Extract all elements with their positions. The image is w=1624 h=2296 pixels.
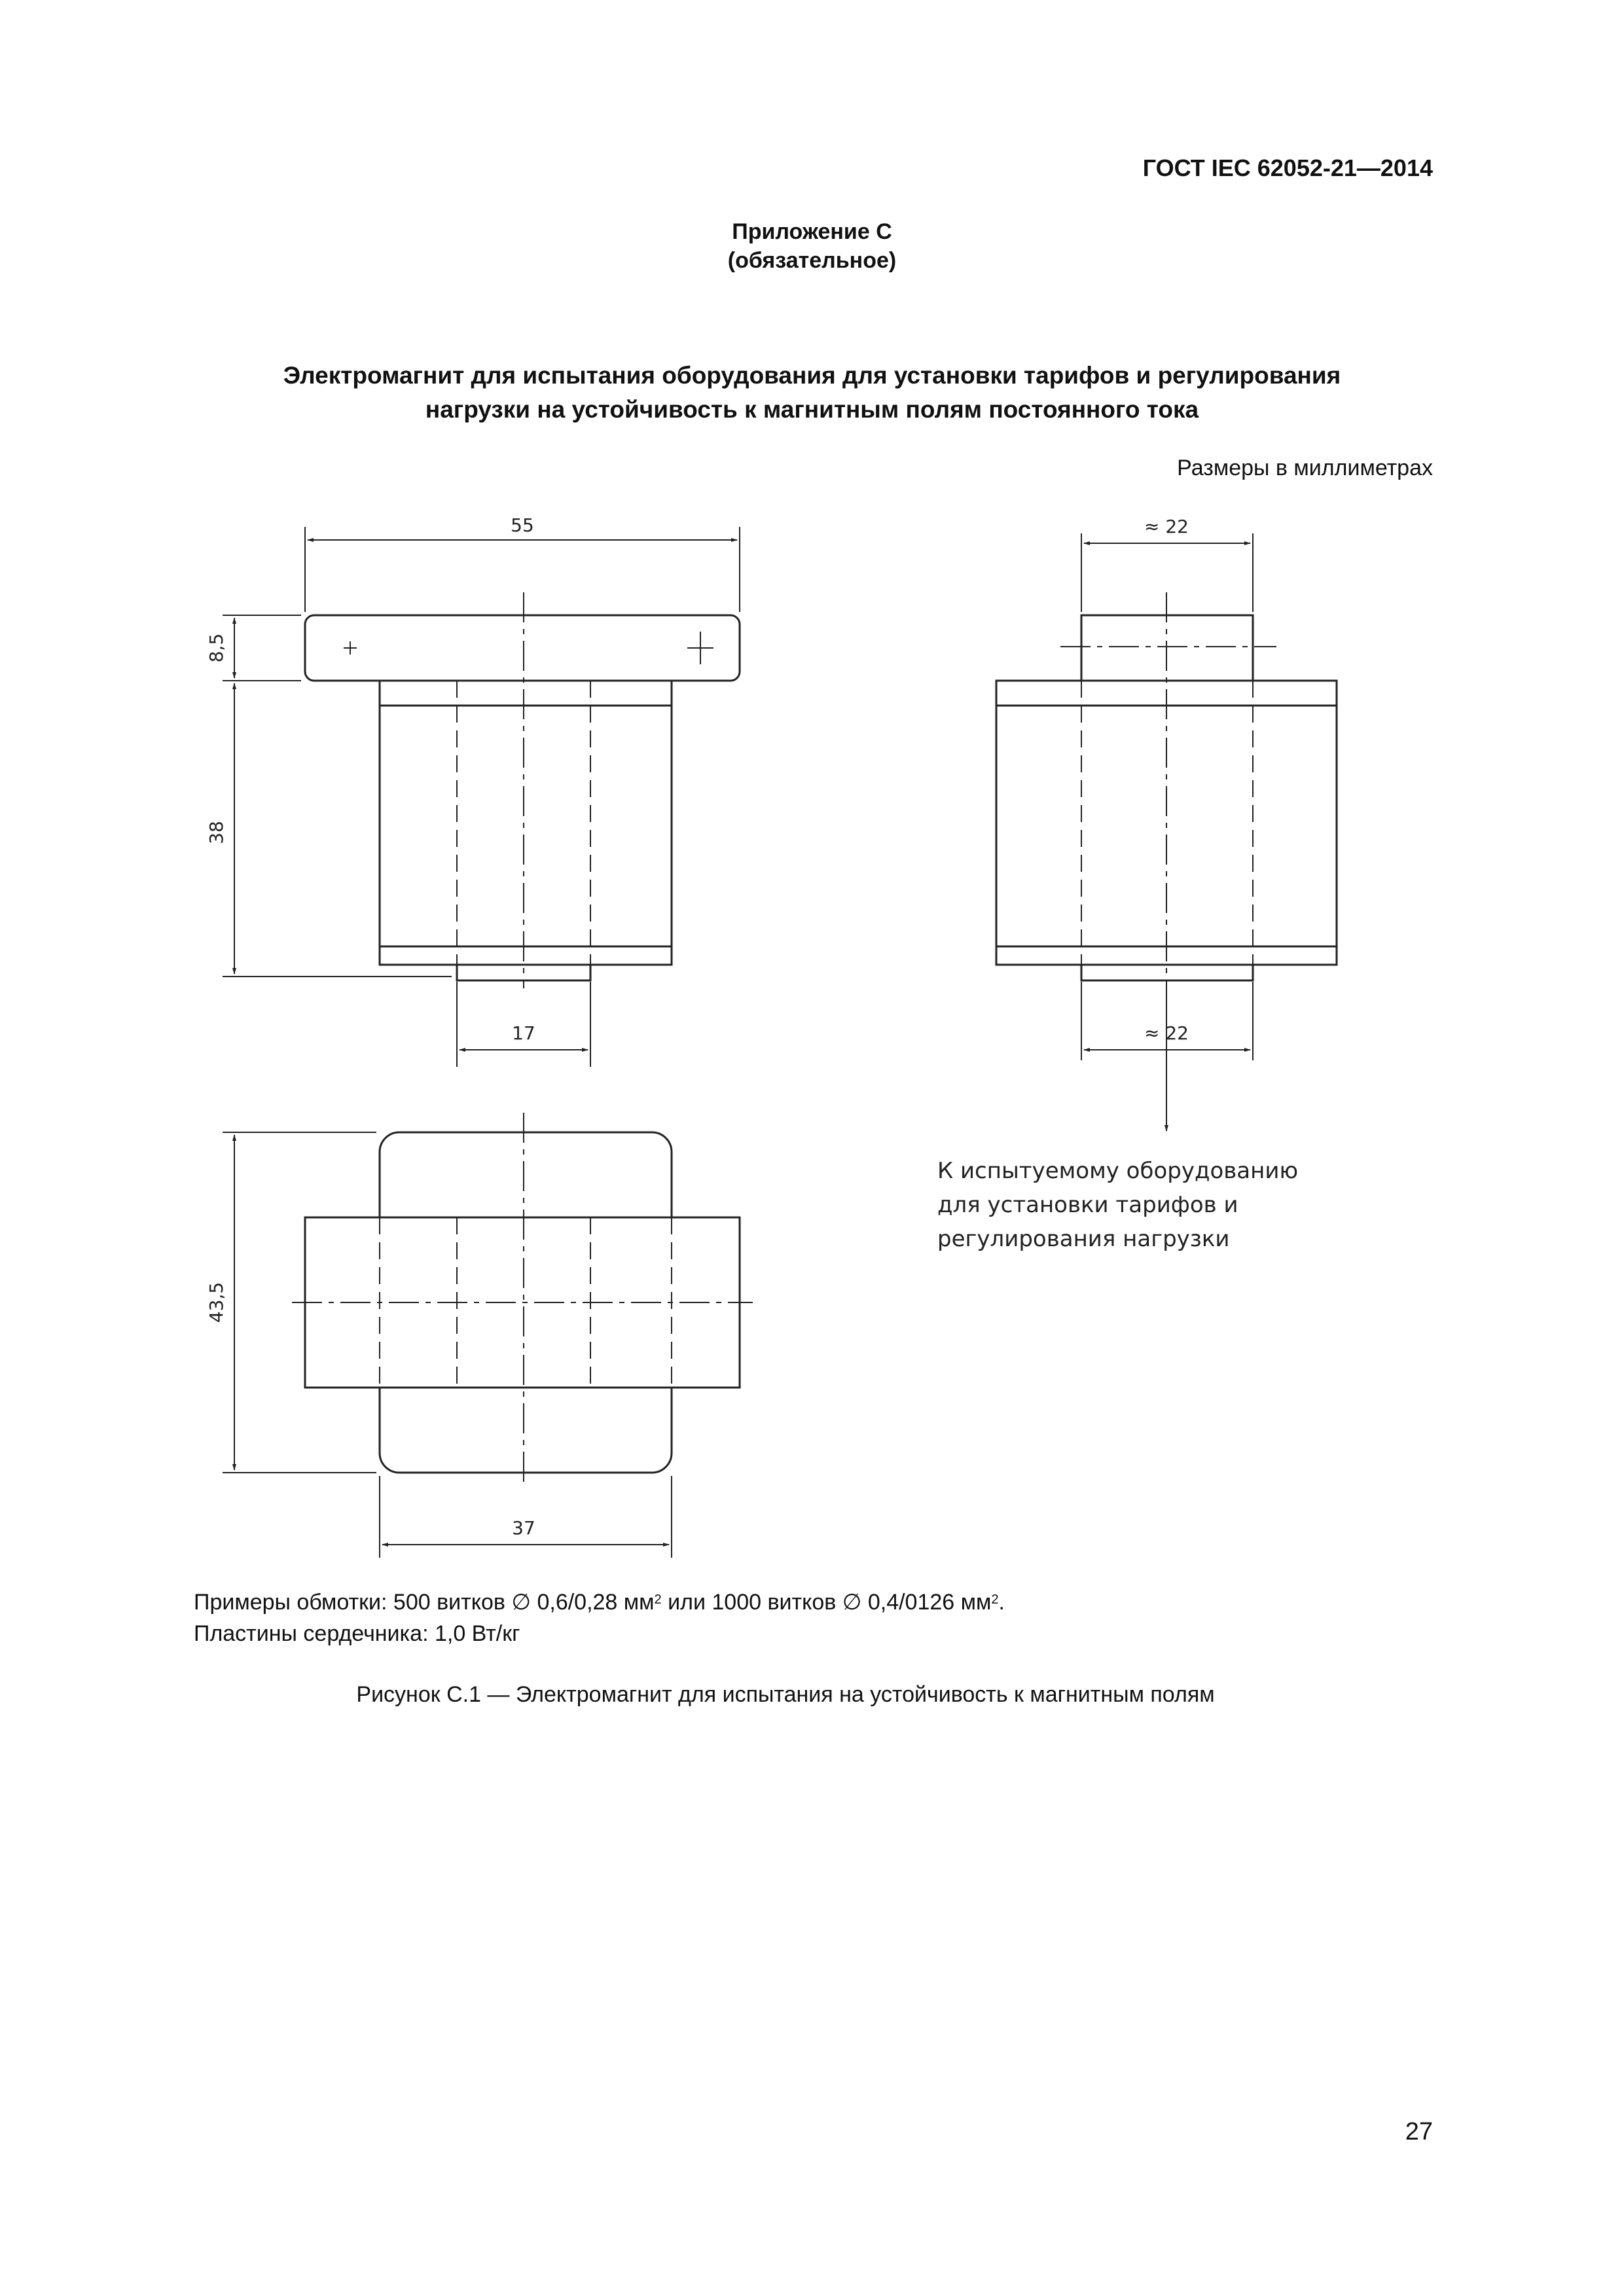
arrow-label-line-3: регулирования нагрузки bbox=[937, 1226, 1230, 1252]
winding-notes bbox=[194, 1587, 1005, 1649]
dim-label-38: 38 bbox=[206, 821, 227, 844]
document-standard-header: ГОСТ IEC 62052-21—2014 bbox=[1142, 154, 1433, 181]
front-plate-mark-right bbox=[687, 632, 713, 664]
winding-examples: Примеры обмотки: 500 витков ∅ 0,6/0,28 $мм^2$ или 1000 витков ∅ 0,4/0126 $мм^2$. bbox=[194, 1590, 1005, 1615]
dim-label-22-top: ≈ 22 bbox=[1144, 516, 1189, 537]
dim-label-55: 55 bbox=[511, 514, 534, 536]
appendix-status: (обязательное) bbox=[727, 248, 897, 273]
top-view bbox=[292, 1113, 753, 1486]
front-top-plate bbox=[305, 615, 740, 681]
front-coil-body bbox=[380, 681, 672, 965]
dim-label-43-5: 43,5 bbox=[206, 1282, 227, 1323]
core-plates-note: Пластины сердечника: 1,0 Вт/кг bbox=[194, 1621, 520, 1646]
dim-label-17: 17 bbox=[512, 1022, 535, 1044]
appendix-label: Приложение С bbox=[732, 219, 892, 244]
arrow-label-line-1: К испытуемому оборудованию bbox=[937, 1158, 1299, 1184]
dim-label-8-5: 8,5 bbox=[206, 633, 227, 663]
dim-label-37: 37 bbox=[512, 1517, 535, 1539]
title-line-2: нагрузки на устойчивость к магнитным полям постоянного тока bbox=[425, 396, 1199, 423]
side-view bbox=[996, 592, 1337, 995]
dim-label-22-bottom: ≈ 22 bbox=[1144, 1022, 1189, 1044]
front-plate-mark-left bbox=[344, 641, 357, 655]
figure-caption: Рисунок С.1 — Электромагнит для испытания на устойчивость к магнитным полям bbox=[356, 1682, 1215, 1707]
arrow-label-line-2: для установки тарифов и bbox=[937, 1192, 1238, 1218]
units-note: Размеры в миллиметрах bbox=[1177, 456, 1433, 480]
title-line-1: Электромагнит для испытания оборудования для установки тарифов и регулирования bbox=[283, 362, 1341, 389]
front-view bbox=[305, 592, 740, 988]
page-number: 27 bbox=[1405, 2118, 1433, 2145]
